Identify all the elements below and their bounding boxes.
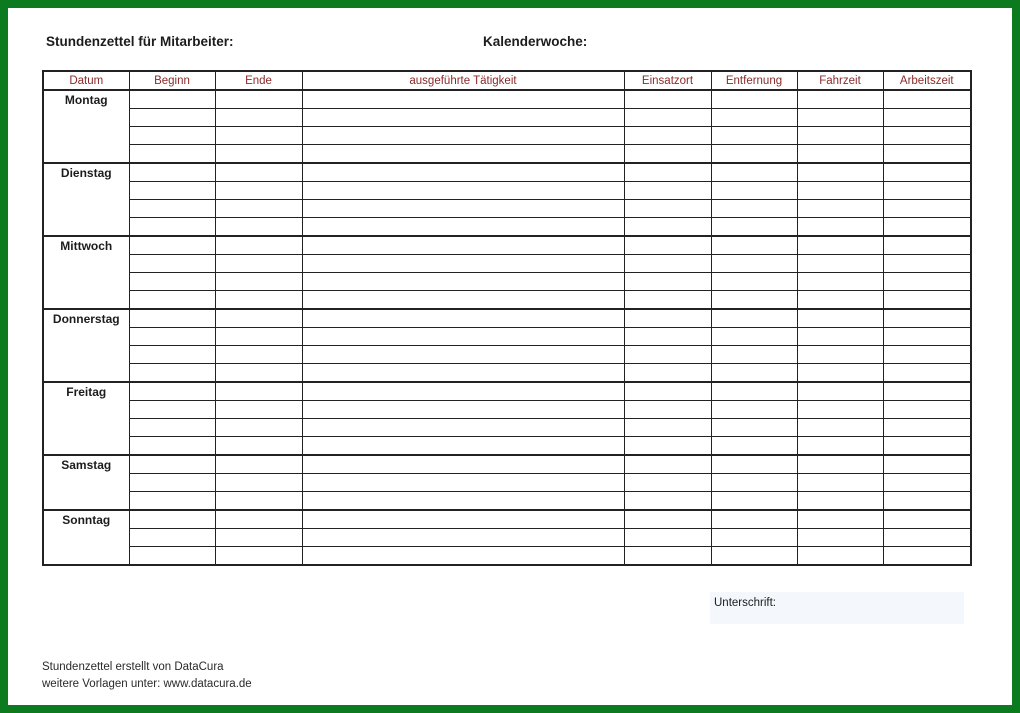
table-cell[interactable] [711,547,797,566]
table-cell[interactable] [797,455,883,474]
table-cell[interactable] [797,401,883,419]
table-cell[interactable] [624,273,711,291]
table-cell[interactable] [711,309,797,328]
table-cell[interactable] [711,328,797,346]
table-row [43,474,971,492]
day-label: Montag [43,90,129,163]
table-cell[interactable] [711,218,797,237]
table-cell[interactable] [797,218,883,237]
table-cell[interactable] [129,455,215,474]
table-cell[interactable] [711,200,797,218]
table-cell[interactable] [797,309,883,328]
table-cell[interactable] [302,364,624,383]
table-row [43,455,971,474]
table-cell[interactable] [215,346,302,364]
table-cell[interactable] [797,109,883,127]
table-cell[interactable] [624,109,711,127]
table-cell[interactable] [624,200,711,218]
table-cell[interactable] [215,309,302,328]
table-row [43,364,971,383]
table-row [43,273,971,291]
table-cell[interactable] [883,236,971,255]
table-cell[interactable] [711,109,797,127]
table-cell[interactable] [215,109,302,127]
table-cell[interactable] [711,492,797,511]
table-cell[interactable] [624,437,711,456]
footer-credits [42,659,252,693]
table-body [43,90,971,565]
table-cell[interactable] [624,474,711,492]
table-cell[interactable] [302,163,624,182]
day-label: Donnerstag [43,309,129,382]
table-cell[interactable] [883,109,971,127]
table-row [43,492,971,511]
table-row [43,218,971,237]
table-cell[interactable] [711,382,797,401]
table-cell[interactable] [624,510,711,529]
table-cell[interactable] [711,510,797,529]
table-cell[interactable] [302,200,624,218]
table-cell[interactable] [302,182,624,200]
table-cell[interactable] [797,273,883,291]
table-cell[interactable] [624,401,711,419]
table-cell[interactable] [129,529,215,547]
table-cell[interactable] [711,364,797,383]
table-cell[interactable] [883,218,971,237]
table-cell[interactable] [215,163,302,182]
table-cell[interactable] [302,218,624,237]
table-cell[interactable] [129,510,215,529]
table-cell[interactable] [129,273,215,291]
table-cell[interactable] [215,474,302,492]
table-cell[interactable] [711,236,797,255]
table-cell[interactable] [624,218,711,237]
table-cell[interactable] [624,90,711,109]
table-row [43,529,971,547]
table-cell[interactable] [883,346,971,364]
table-cell[interactable] [624,364,711,383]
table-row [43,328,971,346]
table-row [43,437,971,456]
table-cell[interactable] [215,218,302,237]
table-cell[interactable] [129,364,215,383]
table-row [43,510,971,529]
table-cell[interactable] [883,510,971,529]
day-label: Samstag [43,455,129,510]
table-cell[interactable] [797,382,883,401]
table-cell[interactable] [215,510,302,529]
table-cell[interactable] [624,346,711,364]
table-cell[interactable] [129,90,215,109]
table-cell[interactable] [624,291,711,310]
table-cell[interactable] [624,419,711,437]
table-cell[interactable] [624,455,711,474]
table-cell[interactable] [797,291,883,310]
table-cell[interactable] [302,455,624,474]
table-cell[interactable] [797,419,883,437]
footer-line-templates: weitere Vorlagen unter: www.datacura.de [42,678,252,690]
table-cell[interactable] [215,200,302,218]
table-cell[interactable] [797,145,883,164]
table-cell[interactable] [883,200,971,218]
table-cell[interactable] [711,437,797,456]
table-cell[interactable] [302,437,624,456]
timesheet-table [42,70,972,566]
table-cell[interactable] [883,401,971,419]
table-cell[interactable] [129,236,215,255]
table-cell[interactable] [215,236,302,255]
table-cell[interactable] [624,547,711,566]
table-cell[interactable] [883,437,971,456]
table-cell[interactable] [302,109,624,127]
table-cell[interactable] [129,328,215,346]
table-cell[interactable] [883,291,971,310]
table-row [43,401,971,419]
page-title: Stundenzettel für Mitarbeiter: [46,34,234,49]
column-header: Ende [215,71,302,90]
table-row [43,382,971,401]
table-cell[interactable] [711,474,797,492]
table-cell[interactable] [302,474,624,492]
table-row [43,255,971,273]
day-label: Mittwoch [43,236,129,309]
table-cell[interactable] [302,529,624,547]
table-cell[interactable] [215,182,302,200]
table-cell[interactable] [883,419,971,437]
table-cell[interactable] [215,529,302,547]
table-cell[interactable] [624,236,711,255]
table-cell[interactable] [883,547,971,566]
table-cell[interactable] [711,419,797,437]
table-row [43,145,971,164]
table-cell[interactable] [215,492,302,511]
column-header: Beginn [129,71,215,90]
table-cell[interactable] [711,401,797,419]
signature-label: Unterschrift: [714,597,776,609]
table-cell[interactable] [302,236,624,255]
table-cell[interactable] [797,529,883,547]
table-cell[interactable] [883,492,971,511]
table-cell[interactable] [797,474,883,492]
table-cell[interactable] [215,90,302,109]
table-cell[interactable] [302,328,624,346]
day-label: Sonntag [43,510,129,565]
table-cell[interactable] [302,346,624,364]
table-cell[interactable] [711,182,797,200]
table-cell[interactable] [302,547,624,566]
day-label: Freitag [43,382,129,455]
table-cell[interactable] [129,255,215,273]
table-cell[interactable] [215,401,302,419]
table-row [43,547,971,566]
timesheet-page [8,8,1012,705]
table-cell[interactable] [883,182,971,200]
table-cell[interactable] [711,255,797,273]
table-cell[interactable] [883,145,971,164]
column-header: Entfernung [711,71,797,90]
table-cell[interactable] [797,437,883,456]
table-cell[interactable] [624,382,711,401]
table-cell[interactable] [129,127,215,145]
table-cell[interactable] [711,145,797,164]
table-cell[interactable] [302,255,624,273]
table-cell[interactable] [215,273,302,291]
table-cell[interactable] [711,127,797,145]
table-cell[interactable] [215,455,302,474]
table-cell[interactable] [129,163,215,182]
table-cell[interactable] [215,328,302,346]
table-cell[interactable] [302,510,624,529]
column-header: Datum [43,71,129,90]
table-cell[interactable] [883,309,971,328]
table-row [43,127,971,145]
table-cell[interactable] [624,328,711,346]
table-cell[interactable] [797,163,883,182]
table-cell[interactable] [711,529,797,547]
table-row [43,200,971,218]
table-cell[interactable] [215,364,302,383]
table-cell[interactable] [883,127,971,145]
table-row [43,236,971,255]
table-cell[interactable] [883,163,971,182]
table-cell[interactable] [797,255,883,273]
table-cell[interactable] [302,273,624,291]
table-cell[interactable] [302,127,624,145]
table-cell[interactable] [624,163,711,182]
table-cell[interactable] [215,145,302,164]
table-row [43,182,971,200]
table-cell[interactable] [129,218,215,237]
table-cell[interactable] [711,90,797,109]
table-cell[interactable] [883,328,971,346]
table-cell[interactable] [797,346,883,364]
table-cell[interactable] [624,492,711,511]
table-row [43,109,971,127]
table-cell[interactable] [215,127,302,145]
table-cell[interactable] [129,382,215,401]
table-cell[interactable] [215,437,302,456]
column-header: Arbeitszeit [883,71,971,90]
table-cell[interactable] [883,382,971,401]
table-cell[interactable] [129,437,215,456]
column-header: Einsatzort [624,71,711,90]
table-cell[interactable] [302,492,624,511]
table-cell[interactable] [711,346,797,364]
table-cell[interactable] [883,273,971,291]
table-cell[interactable] [883,529,971,547]
table-cell[interactable] [883,364,971,383]
table-cell[interactable] [129,109,215,127]
column-header: ausgeführte Tätigkeit [302,71,624,90]
table-cell[interactable] [129,145,215,164]
table-cell[interactable] [129,200,215,218]
table-cell[interactable] [883,474,971,492]
table-cell[interactable] [624,182,711,200]
table-cell[interactable] [215,382,302,401]
table-cell[interactable] [624,255,711,273]
table-cell[interactable] [302,291,624,310]
table-row [43,419,971,437]
table-cell[interactable] [797,236,883,255]
day-label: Dienstag [43,163,129,236]
table-cell[interactable] [129,182,215,200]
table-cell[interactable] [302,309,624,328]
table-cell[interactable] [215,547,302,566]
table-cell[interactable] [302,401,624,419]
table-cell[interactable] [129,492,215,511]
table-cell[interactable] [129,291,215,310]
table-cell[interactable] [129,419,215,437]
table-cell[interactable] [797,492,883,511]
table-cell[interactable] [797,200,883,218]
table-cell[interactable] [129,401,215,419]
footer-line-credit: Stundenzettel erstellt von DataCura [42,661,224,673]
table-cell[interactable] [624,529,711,547]
table-cell[interactable] [624,127,711,145]
table-cell[interactable] [883,255,971,273]
table-cell[interactable] [797,182,883,200]
table-cell[interactable] [711,163,797,182]
table-cell[interactable] [129,474,215,492]
table-row [43,163,971,182]
table-row [43,309,971,328]
calendar-week-label: Kalenderwoche: [483,34,588,49]
table-cell[interactable] [797,90,883,109]
table-cell[interactable] [624,309,711,328]
table-cell[interactable] [215,291,302,310]
table-row [43,90,971,109]
table-cell[interactable] [302,145,624,164]
table-row [43,291,971,310]
table-cell[interactable] [797,510,883,529]
table-cell[interactable] [129,309,215,328]
table-cell[interactable] [215,255,302,273]
table-cell[interactable] [302,382,624,401]
table-cell[interactable] [129,547,215,566]
table-cell[interactable] [302,90,624,109]
table-cell[interactable] [711,455,797,474]
table-cell[interactable] [711,273,797,291]
table-cell[interactable] [797,127,883,145]
table-cell[interactable] [797,547,883,566]
table-cell[interactable] [711,291,797,310]
column-header: Fahrzeit [797,71,883,90]
signature-field[interactable] [710,592,964,624]
table-cell[interactable] [624,145,711,164]
table-cell[interactable] [883,455,971,474]
table-cell[interactable] [883,90,971,109]
table-cell[interactable] [215,419,302,437]
table-cell[interactable] [797,328,883,346]
table-row [43,346,971,364]
table-header-row [43,71,971,90]
table-cell[interactable] [797,364,883,383]
table-cell[interactable] [302,419,624,437]
table-cell[interactable] [129,346,215,364]
